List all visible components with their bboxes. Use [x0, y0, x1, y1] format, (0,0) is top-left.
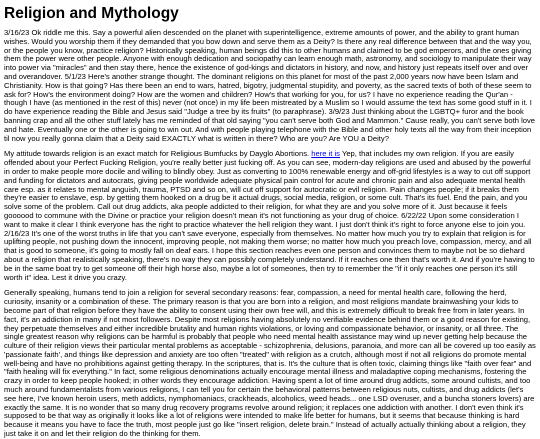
reasons-paragraph: Generally speaking, humans tend to join a religion for several secondary reasons: fear, compassion, a need for mental health care, following the herd, curiosity, insanity or a combination of these. The primary reason is that you are born into a religion, and most religions mandate brainwashing your kids to become part of that religion before they have the ability to consent using their own free will, and this is extremely difficult to break free from in later years. In fact, it's an addiction in many if not most followers. Despite most religions having absolutely no verifiable evidence behind them or a good reason for existing, they perpetuate themselves and either incredible brutality and human rights violations, or loving and compassionate behavior, or insanity, or all three. The single greatest reason why religions can be harmful is probably that people who need mental health assistance may wind up never getting help because the culture of their religion views their particular mental problems as acceptable - schizophrenia, delusions, paranoia, and more can all be covered up too easily as 'passionate faith', and things like depression and anxiety are too often "treated" with religion as a crutch, although most if not all religions do promote mental well-being and have no prohibitions against getting therapy. In the scriptures, that is. It's the culture that is often toxic, claiming things like "faith over fear" and "faith healing will fix everything." In fact, some religious denominations actually encourage mental illness and maladaptive coping mechanisms, fostering the crazy in order to keep people hooked; in other words they encourage addiction. Having spent a lot of time around drug addicts, some around cultists, and too much around fundamentalists from various religions, I can tell you for certain the behavioral patterns between religious nuts, cultists, and drug addicts (let's see here, I've known heroin users, meth addicts, nymphomaniacs, crackheads, alcoholics, weed heads... one LSD overuser, and a buncha stoners lovers) are exactly the same. It is no wonder that so many drug recovery programs revolve around religion; it replaces one addiction with another. I don't even think it's supposed to be that way as originally it looks like a lot of religions were intended to make life better for humans, but it seems that because thinking is hard because it means you have to face the truth, most people just go like "insert religion, delete brain." Instead of actually actually thinking about a religion, they just take it on and let their religion do the thinking for them. [4, 288, 536, 439]
song-link[interactable]: here it is [311, 149, 340, 159]
attitude-text-before-link: My attitude towards religion is an exact match for Religious Bumfucks by Dayglo Abortions. [4, 149, 310, 159]
intro-paragraph: 3/16/23 Ok riddle me this. Say a powerful alien descended on the planet with superintelligence, extreme amounts of power, and the ability to grant human wishes. Would you worship them if they demanded that you bow down and serve them as a Deity? Is there any real difference between that and the way you, or the people you know, practice religion? Historically speaking, human beings did this to other humans and claimed to be god emperors, and the ones giving them the power were other people. Anyone with enough dedication and sociopathy can learn enough math, astronomy, and sociology to manipulate their way into power via "miracles" and then stay there, hence the existence of god-kings and dictators in history, and now, and history just repeats itself over and over and overandover. 5/1/23 Here's another strange thought. The dominant religions on this planet for most of the past 2,000 years now have been Islam and Christianity. How is that going? Has there been an end to wars, hatred, bigotry, judgmental stupidity, and poverty, as the sacred texts of both of these seem to ask for? How's the environment doing? How are the women and children? How's that working for you, for us? I have no experience reading the Qur'an - though I have (as mentioned in the rest of this) never (not once) in my life been mistreated by a Muslim so I would assume the text has some good stuff in it. I do have experience reading the Bible and Jesus said "Judge a tree by its fruits" (to paraphrase). 3/9/23 Just thinking about the LGBTQ+ furor and the book banning crap and all the other stuff lately has me reminded of that old saying "you can't serve both God and Mammon." Cause really, you can't serve both love and hate. Eventually one or the other is going to win out. And with people playing telephone with the Bible and other holy texts all the way from their inception til now you really gonna claim that a Deity said EXACTLY what is written in there? Who are you? Are YOU a Deity? [4, 28, 536, 143]
attitude-paragraph [4, 150, 536, 282]
attitude-text-after-link: Yep, that includes my own religion. If you are easily offended about your Perfect Fucking Religion, you're really better just fucking off. As you can see, modern-day religions are used and abused by the powerful in order to make people more docile and willing to blindly obey. Just as converting to 100% renewable energy and off-grid lifestyles is a way to cut off support and funding for dictators and autocrats, giving people worldwide adequate physical pain control for acute and chronic pain and also adequate mental health care esp. as it relates to mental anguish, trauma, PTSD and so on, will cut off support for autocratic or evil religion. Pain changes people; if it breaks them they're easier to enslave, esp. by getting them hooked on a drug be it actual drugs, social media, religion, or some cult. That's its fuel. End the pain, and you solve some of the problem. Call out drug addicts, aka people addicted to their religion, for what they are and you solve more of it. Just because it feels goooood to commune with the Divine or practice your religion doesn't mean it's not functioning as your drug of choice. 6/22/22 Upon some consideration I want to make it clear I think everyone has the right to practice whatever the hell religion they want. I just don't think it's right to force anyone else to join you. 2/16/23 It's one of the worst truths in life that you can't save everyone, especially from themselves. No matter how much you try to explain that religion is for uplifting people, not pushing down the innocent, improving people, not making them worse; no matter how much you preach love, compassion, mercy, and all that is good to someone, it's going to mostly fall on deaf ears. I hope this section reaches even one person and convinces them to maybe not be so diehard about a religion that realistically speaking, there's no way they can possibly completely understand. If it reaches one then that's worth it. And if you're having to be in the same boat try to get someone off their high horse also, maybe a lot of someones, then try to remember the "if it only reaches one person it's still worth it" idea. Lest it drive you crazy. [4, 149, 535, 282]
page-title: Religion and Mythology [4, 5, 179, 22]
